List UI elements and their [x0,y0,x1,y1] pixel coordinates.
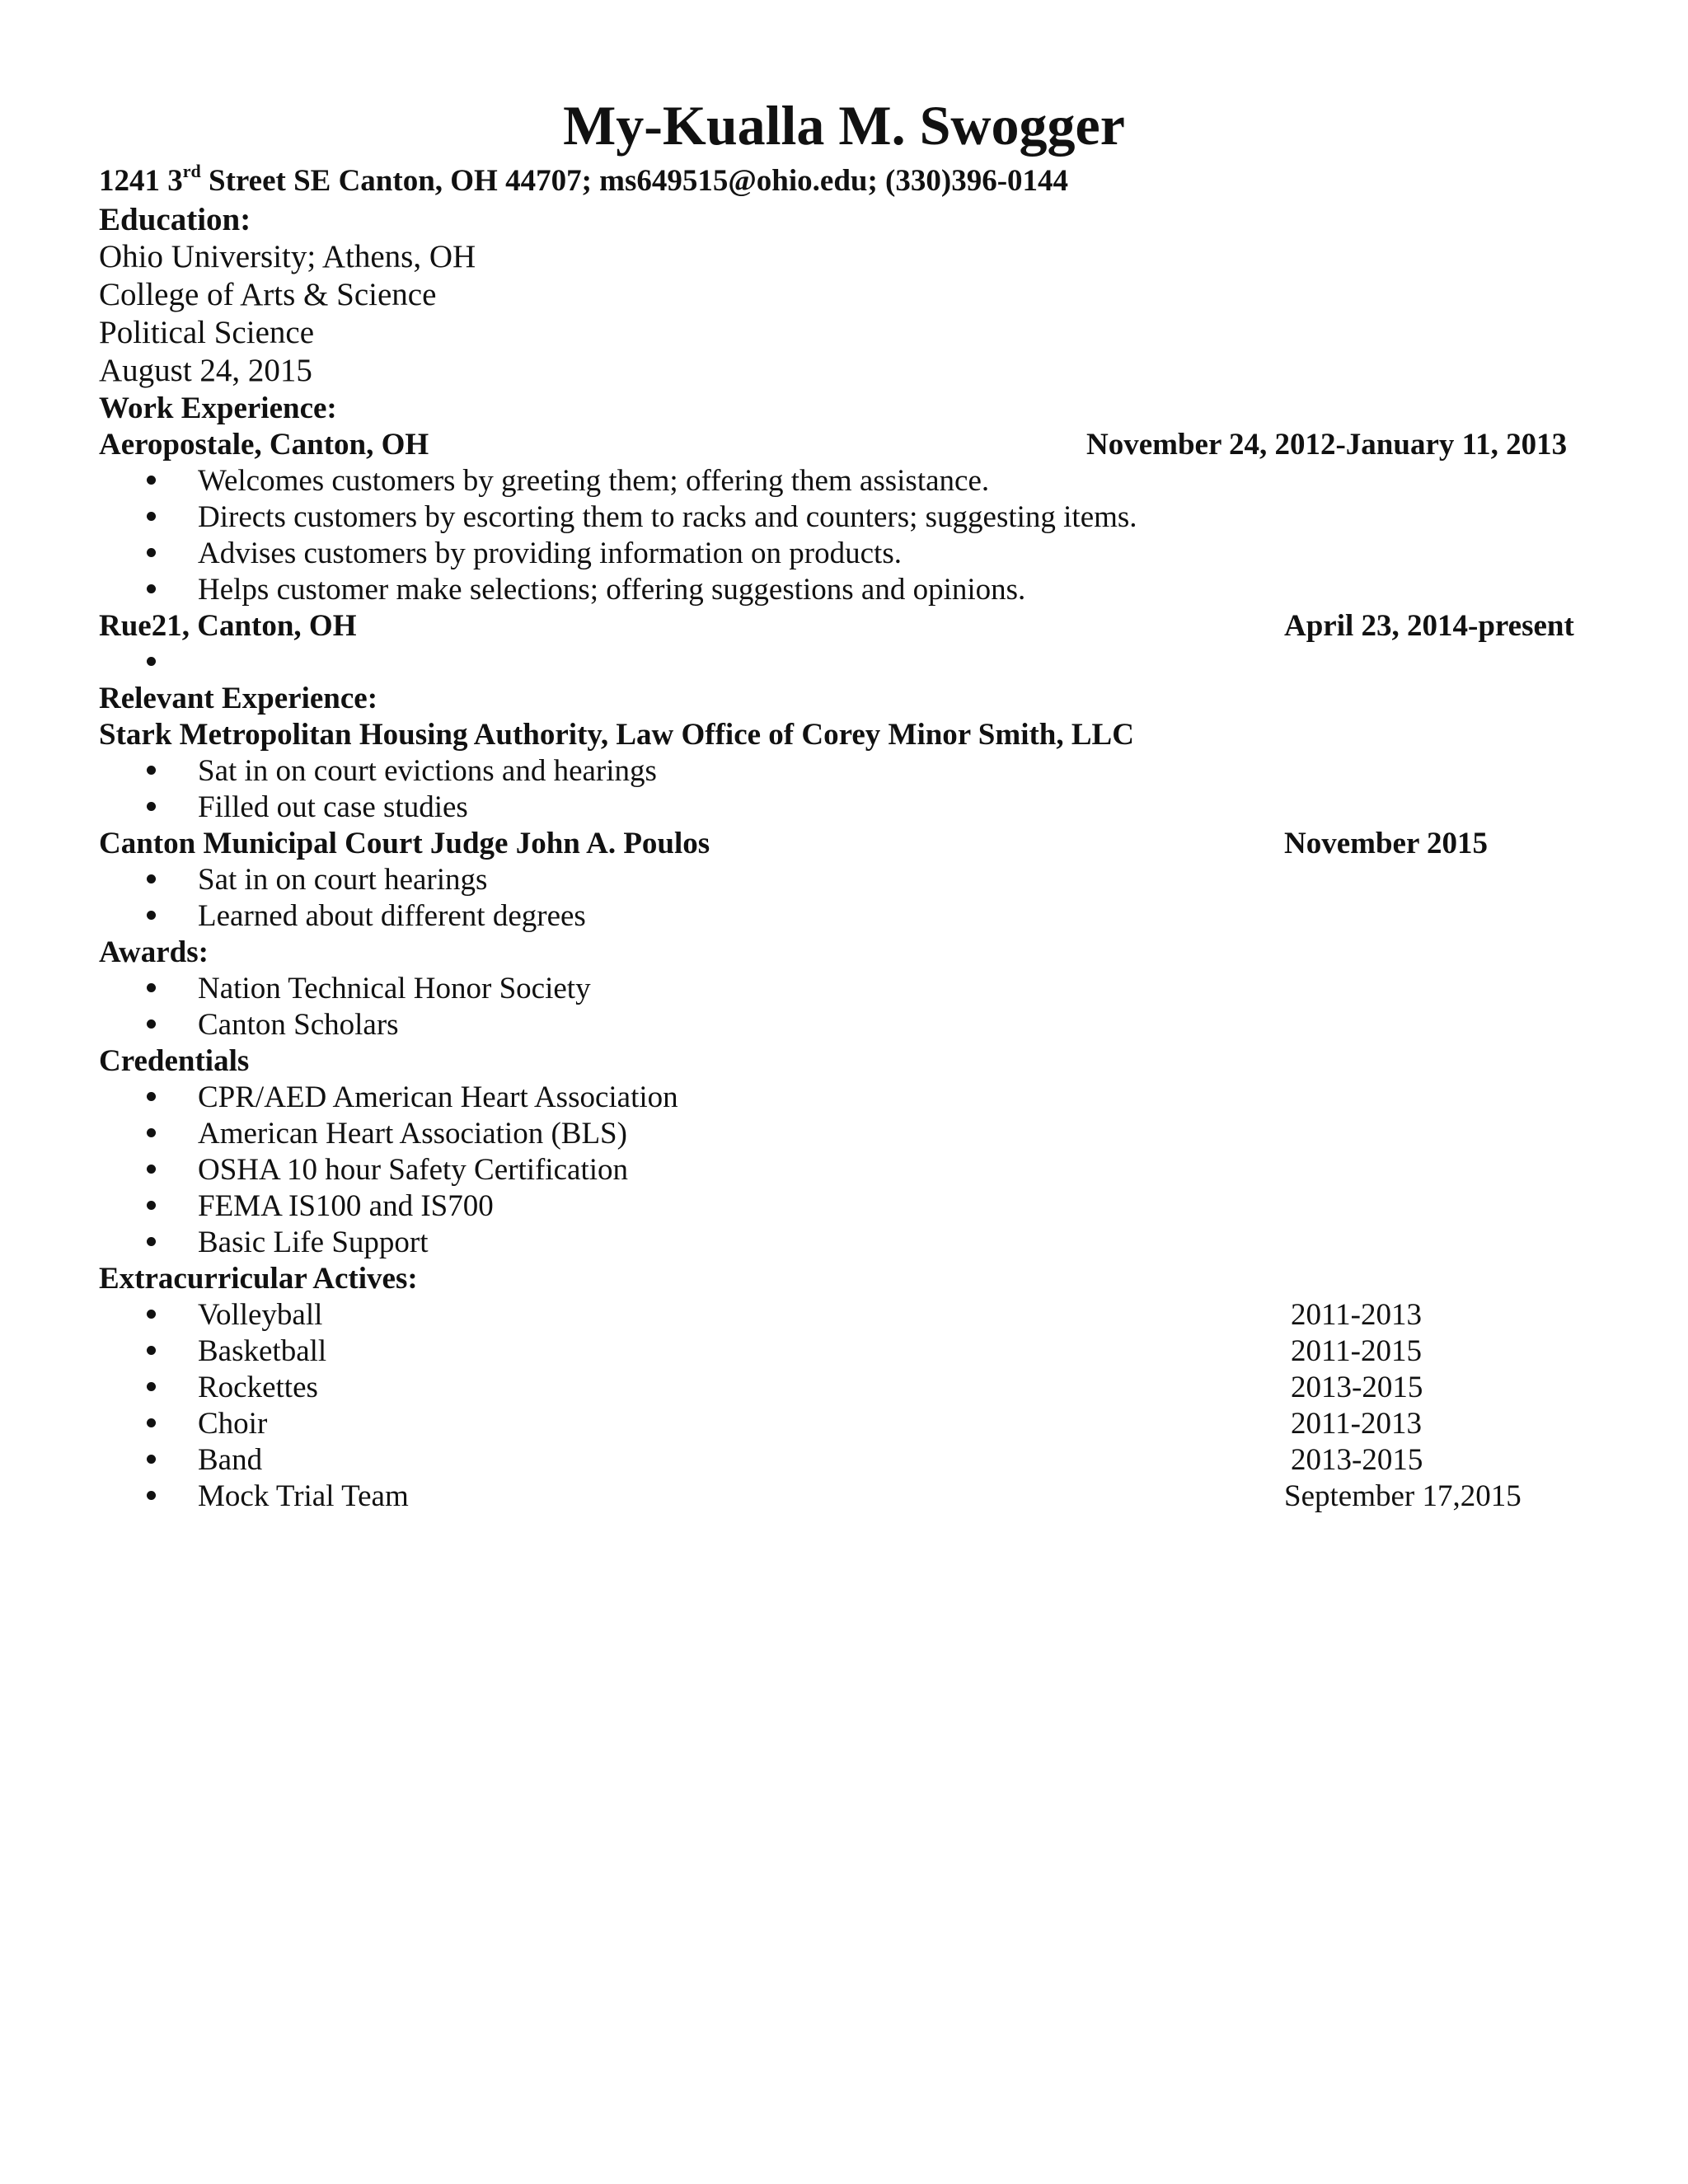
bullet-icon [147,1297,196,1333]
awards-heading: Awards: [99,935,209,969]
contact-line [99,162,1068,201]
job-dates-rue21: April 23, 2014-present [1284,609,1574,643]
bullet-icon [147,1080,196,1116]
list-item-text: Rockettes [198,1371,318,1404]
activity-years: September 17,2015 [1284,1479,1522,1513]
job-title-aeropostale: Aeropostale, Canton, OH [99,428,429,462]
bullet-icon [147,1333,196,1370]
list-item-text: Basic Life Support [198,1226,429,1259]
job-title-rue21: Rue21, Canton, OH [99,609,357,643]
relevant-dates-court: November 2015 [1284,827,1488,860]
work-heading: Work Experience: [99,391,337,425]
bullet-icon [147,753,196,790]
bullet-icon [147,1188,196,1225]
education-major: Political Science [99,315,315,350]
list-item-text: Choir [198,1407,268,1441]
bullet-icon [147,898,196,935]
bullet-icon [147,971,196,1007]
list-item-text: Band [198,1443,263,1477]
list-item-text: Volleyball [198,1298,323,1332]
list-item-text: Helps customer make selections; offering suggestions and opinions. [198,573,1026,607]
education-date: August 24, 2015 [99,353,312,388]
bullet-icon [147,1442,196,1479]
list-item-text: Welcomes customers by greeting them; offering them assistance. [198,464,990,498]
job-dates-aeropostale: November 24, 2012-January 11, 2013 [1086,428,1568,462]
education-school: Ohio University; Athens, OH [99,239,476,274]
list-item-text: Directs customers by escorting them to racks and counters; suggesting items. [198,500,1137,534]
list-item-text: OSHA 10 hour Safety Certification [198,1153,629,1187]
list-item-text: Advises customers by providing information on products. [198,537,902,570]
activity-years: 2011-2013 [1291,1407,1422,1441]
activity-years: 2011-2015 [1291,1334,1422,1368]
bullet-icon [147,1406,196,1442]
bullet-icon [147,1479,196,1515]
bullet-icon [147,1116,196,1152]
contact-details: Street SE Canton, OH 44707; ms649515@ohio.edu; (330)396-0144 [200,164,1069,198]
list-item-text: CPR/AED American Heart Association [198,1080,678,1114]
extracurricular-heading: Extracurricular Actives: [99,1262,418,1296]
contact-address-number: 1241 3 [99,164,183,198]
bullet-icon [147,644,196,681]
bullet-icon [147,499,196,536]
activity-years: 2013-2015 [1291,1443,1423,1477]
list-item-text: Sat in on court hearings [198,863,488,897]
activity-years: 2011-2013 [1291,1298,1422,1332]
list-item-text: Canton Scholars [198,1008,399,1042]
list-item-text: Sat in on court evictions and hearings [198,754,657,788]
activity-years: 2013-2015 [1291,1371,1423,1404]
list-item-text: Nation Technical Honor Society [198,972,591,1005]
education-heading: Education: [99,202,251,237]
relevant-heading: Relevant Experience: [99,682,378,715]
bullet-icon [147,790,196,826]
list-item-text: American Heart Association (BLS) [198,1117,627,1151]
bullet-icon [147,463,196,499]
bullet-icon [147,1370,196,1406]
relevant-title-court: Canton Municipal Court Judge John A. Poulos [99,827,710,860]
education-college: College of Arts & Science [99,277,437,312]
bullet-icon [147,862,196,898]
list-item-text: Mock Trial Team [198,1479,409,1513]
credentials-heading: Credentials [99,1044,250,1078]
contact-superscript: rd [182,161,201,181]
list-item-text: Basketball [198,1334,327,1368]
bullet-icon [147,1007,196,1043]
list-item-text: FEMA IS100 and IS700 [198,1189,494,1223]
list-item-text: Filled out case studies [198,790,468,824]
bullet-icon [147,536,196,572]
resume-name: My-Kualla M. Swogger [563,94,1125,157]
bullet-icon [147,1225,196,1261]
bullet-icon [147,572,196,608]
bullet-icon [147,1152,196,1188]
relevant-title-smha: Stark Metropolitan Housing Authority, Law Office of Corey Minor Smith, LLC [99,718,1134,752]
list-item-text: Learned about different degrees [198,899,586,933]
